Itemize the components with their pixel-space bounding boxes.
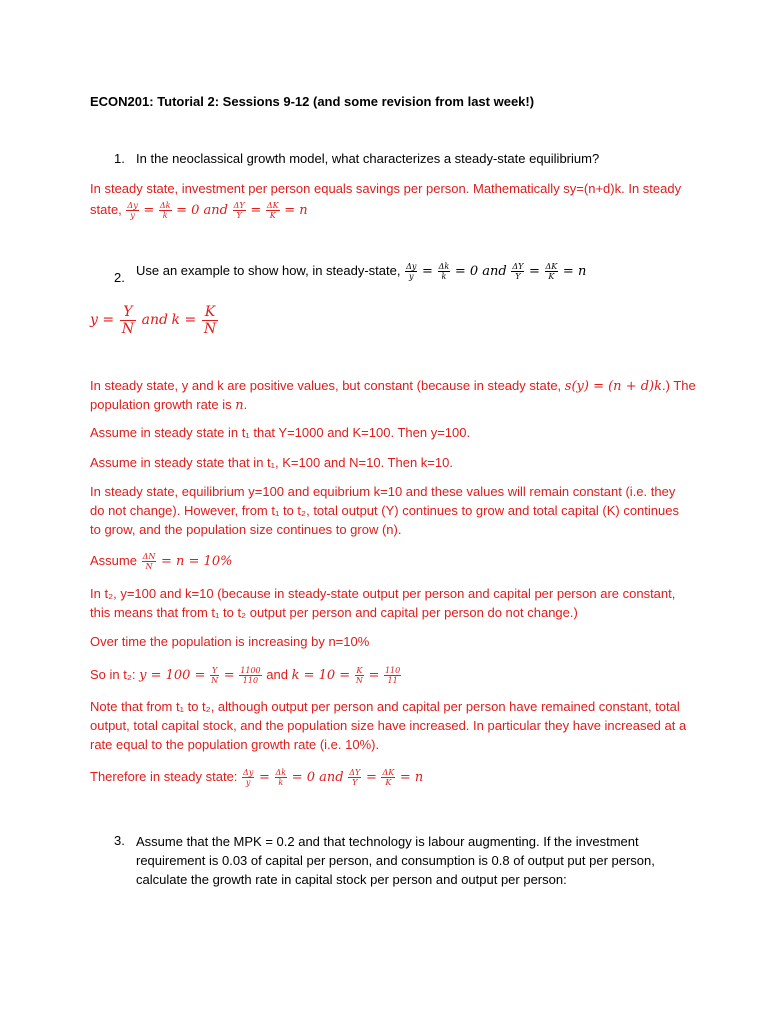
question-number: 2. bbox=[114, 270, 125, 285]
answer-1-line-1: In steady state, investment per person equals savings per person. Mathematically sy=(n+d)k. In steady bbox=[90, 181, 682, 196]
fraction-Y-N: $\frac{Y}{N}$ bbox=[121, 304, 134, 338]
fraction-1100-110: $\frac{1100}{110}$ bbox=[240, 666, 261, 686]
answer-text: state, bbox=[90, 202, 122, 217]
fraction-dk-k: $\frac{\Delta k}{k}$ bbox=[438, 262, 450, 282]
answer-2-para-7: Over time the population is increasing by n=10% bbox=[90, 634, 370, 649]
answer-2-para-9-line-2: output, total capital stock, and the population size have increased. In particular they have increased at a bbox=[90, 718, 687, 733]
answer-2-para-8: So in t₂: y = 100 = $\frac{Y}{N}$ = $\frac{1100}{110}$ and k = 10 = $\frac{K}{N}$ = $\frac{110}{11}$ bbox=[90, 666, 401, 686]
answer-2-para-4-line-1: In steady state, equilibrium y=100 and equibrium k=10 and these values will remain constant (i.e. they bbox=[90, 484, 676, 499]
question-text: In the neoclassical growth model, what characterizes a steady-state equilibrium? bbox=[136, 151, 600, 166]
inline-equation: s(y) = (n + d)k bbox=[564, 379, 662, 394]
question-number: 1. bbox=[114, 151, 125, 166]
fraction-dY-Y: $\frac{\Delta Y}{Y}$ bbox=[233, 201, 245, 221]
answer-2-para-9-line-3: rate equal to the population growth rate (i.e. 10%). bbox=[90, 737, 380, 752]
fraction-110-11: $\frac{110}{11}$ bbox=[384, 666, 401, 686]
answer-2-para-4-line-2: do not change). However, from t₁ to t₂, total output (Y) continues to grow and total capital (K) continues bbox=[90, 503, 679, 518]
answer-2-para-2: Assume in steady state in t₁ that Y=1000 and K=100. Then y=100. bbox=[90, 425, 471, 440]
fraction-Y-N: $\frac{Y}{N}$ bbox=[211, 666, 219, 686]
answer-2-para-6-line-2: this means that from t₁ to t₂ output per person and capital per person do not change.) bbox=[90, 605, 578, 620]
fraction-dK-K: $\frac{\Delta K}{K}$ bbox=[382, 768, 395, 788]
answer-1-line-2: state, $\frac{\Delta y}{y}$ = $\frac{\Delta k}{k}$ = 0 and $\frac{\Delta Y}{Y}$ = $\frac{\Delta K}{K}$ = n bbox=[90, 201, 308, 221]
question-text-prefix: Use an example to show how, in steady-state, bbox=[136, 263, 401, 278]
question-text: Use an example to show how, in steady-state, $\frac{\Delta y}{y}$ = $\frac{\Delta k}{k}$ = 0 and $\frac{\Delta Y}{Y}$ = $\frac{\Delta K}{K}$ = n bbox=[136, 262, 587, 282]
fraction-dY-Y: $\frac{\Delta Y}{Y}$ bbox=[349, 768, 361, 788]
fraction-dy-y: $\frac{\Delta y}{y}$ bbox=[406, 262, 417, 282]
answer-2-para-9-line-1: Note that from t₁ to t₂, although output per person and capital per person have remained constant, total bbox=[90, 699, 680, 714]
answer-2-conclusion: Therefore in steady state: $\frac{\Delta y}{y}$ = $\frac{\Delta k}{k}$ = 0 and $\frac{\Delta Y}{Y}$ = $\frac{\Delta K}{K}$ = n bbox=[90, 768, 424, 788]
fraction-dK-K: $\frac{\Delta K}{K}$ bbox=[266, 201, 279, 221]
fraction-dK-K: $\frac{\Delta K}{K}$ bbox=[545, 262, 558, 282]
fraction-K-N: $\frac{K}{N}$ bbox=[203, 304, 217, 338]
document-title: ECON201: Tutorial 2: Sessions 9-12 (and some revision from last week!) bbox=[90, 94, 535, 109]
question-number: 3. bbox=[114, 833, 125, 848]
question-text-line-2: requirement is 0.03 of capital per person, and consumption is 0.8 of output put per person, bbox=[136, 853, 655, 868]
fraction-dN-N: $\frac{\Delta N}{N}$ bbox=[142, 552, 156, 572]
answer-2-para-6-line-1: In t₂, y=100 and k=10 (because in steady-state output per person and capital per person are constant, bbox=[90, 586, 676, 601]
answer-2-para-4-line-3: to grow, and the population size continues to grow (n). bbox=[90, 522, 402, 537]
fraction-dy-y: $\frac{\Delta y}{y}$ bbox=[243, 768, 254, 788]
fraction-dk-k: $\frac{\Delta k}{k}$ bbox=[159, 201, 171, 221]
fraction-dk-k: $\frac{\Delta k}{k}$ bbox=[275, 768, 287, 788]
fraction-K-N: $\frac{K}{N}$ bbox=[355, 666, 363, 686]
answer-2-para-1-line-1 bbox=[90, 377, 696, 396]
answer-2-para-3: Assume in steady state that in t₁, K=100 and N=10. Then k=10. bbox=[90, 455, 453, 470]
question-text-line-3: calculate the growth rate in capital stock per person and output per person: bbox=[136, 872, 567, 887]
answer-text: In steady state, y and k are positive values, but constant (because in steady state, bbox=[90, 378, 562, 393]
question-text-line-1: Assume that the MPK = 0.2 and that technology is labour augmenting. If the investment bbox=[136, 834, 639, 849]
definition-equation: y = $\frac{Y}{N}$ and k = $\frac{K}{N}$ bbox=[90, 304, 217, 338]
answer-text: .) The bbox=[662, 378, 696, 393]
fraction-dy-y: $\frac{\Delta y}{y}$ bbox=[127, 201, 138, 221]
answer-2-para-1-line-2: population growth rate is n. bbox=[90, 397, 248, 413]
assumption-equation: Assume $\frac{\Delta N}{N}$ = n = 10% bbox=[90, 552, 233, 572]
fraction-dY-Y: $\frac{\Delta Y}{Y}$ bbox=[512, 262, 524, 282]
